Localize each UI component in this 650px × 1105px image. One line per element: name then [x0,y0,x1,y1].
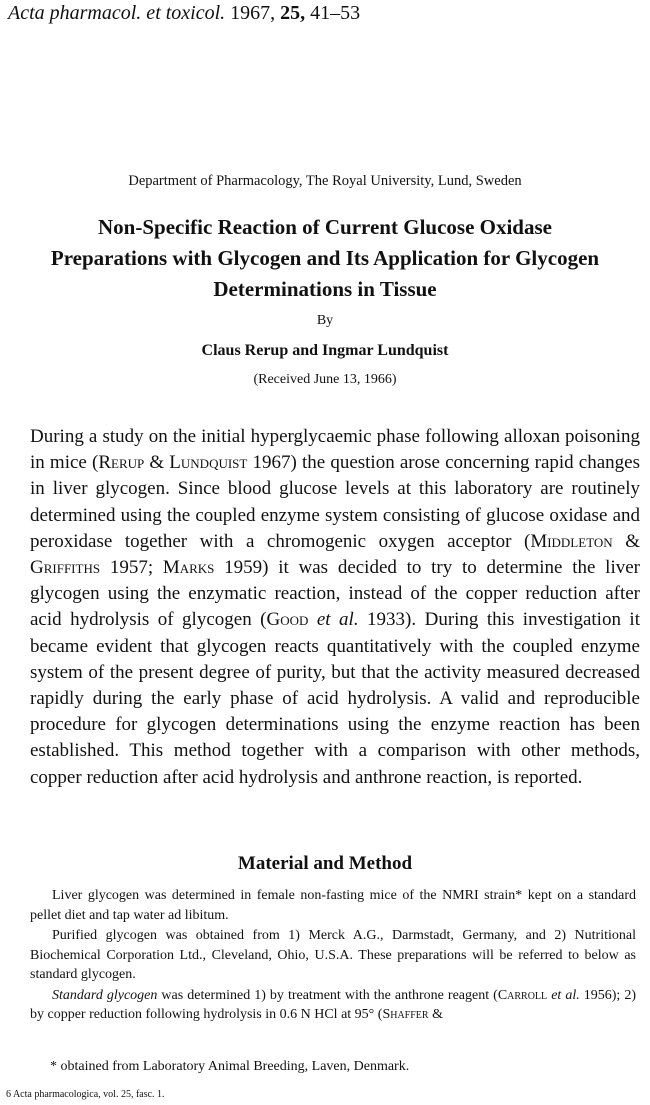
body-paragraph: Liver glycogen was determined in female non-fasting mice of the NMRI strain* kept on a standard pellet diet and tap water ad libitum. [30,888,636,923]
article-title [0,212,650,305]
affiliation: Department of Pharmacology, The Royal University, Lund, Sweden [128,173,522,189]
abstract-paragraph [30,424,640,791]
page-footer: 6 Acta pharmacologica, vol. 25, fasc. 1. [6,1089,165,1100]
abstract-text: 1957; [100,557,163,579]
authors: Claus Rerup and Ingmar Lundquist [201,342,449,359]
section-body [30,886,636,1025]
journal-volume: 25, [280,2,306,24]
citation-etal: et al. [547,987,580,1003]
body-text: 1956); 2) by copper reduction following hydrolysis in 0.6 N HCl at 95° ( [30,987,636,1022]
journal-pages: 41–53 [310,2,361,24]
citation-etal: et al. [308,609,359,631]
section-heading: Material and Method [237,853,413,874]
journal-header [8,2,360,25]
title-line-2: Preparations with Glycogen and Its Application for Glycogen [50,246,600,270]
citation: Marks [162,557,215,579]
citation: Rerup & Lundquist [98,452,248,474]
abstract-text: 1959) it was decided to try to determine the liver glycogen using the enzymatic reaction, instead of the copper reduction after acid hydrolysis of glycogen ( [30,557,640,631]
footnote: * obtained from Laboratory Animal Breeding, Laven, Denmark. [50,1059,410,1074]
body-paragraph: Purified glycogen was obtained from 1) Merck A.G., Darmstadt, Germany, and 2) Nutritional Biochemical Corporation Ltd., Cleveland, Ohio, U.S.A. These preparations will be referred to below as standard glycogen. [30,928,636,982]
term-italic: Standard glycogen [52,987,158,1003]
journal-year: 1967, [230,2,276,24]
title-line-3: Determinations in Tissue [213,277,437,301]
received-date: (Received June 13, 1966) [253,372,397,387]
abstract-text: 1933). During this investigation it became evident that glycogen reacts quantitatively with the coupled enzyme system of the present degree of purity, but that the activity measured decreased rapidly during the early phase of acid hydrolysis. A valid and reproducible procedure for glycogen determinations using the enzyme reaction has been established. This method together with a comparison with other methods, copper reduction after acid hydrolysis and anthrone reaction, is reported. [30,609,640,788]
citation: Middleton & Griffiths [30,530,640,579]
journal-name: Acta pharmacol. et toxicol. [8,2,226,24]
citation: Carroll [497,987,548,1003]
abstract-text: 1967) the question arose concerning rapid changes in liver glycogen. Since blood glucose levels at this laboratory are routinely determined using the coupled enzyme system consisting of glucose oxidase and peroxidase together with a chromogenic oxygen acceptor ( [30,452,640,552]
abstract-text: During a study on the initial hyperglycaemic phase following alloxan poisoning in mice ( [30,426,640,474]
body-text: was determined 1) by treatment with the anthrone reagent ( [157,987,498,1003]
title-line-1: Non-Specific Reaction of Current Glucose Oxidase [98,215,552,239]
citation: Good [266,609,309,631]
body-text: & [428,1007,443,1022]
by-line: By [316,313,334,328]
body-paragraph [30,986,636,1025]
citation: Shaffer [382,1007,429,1022]
